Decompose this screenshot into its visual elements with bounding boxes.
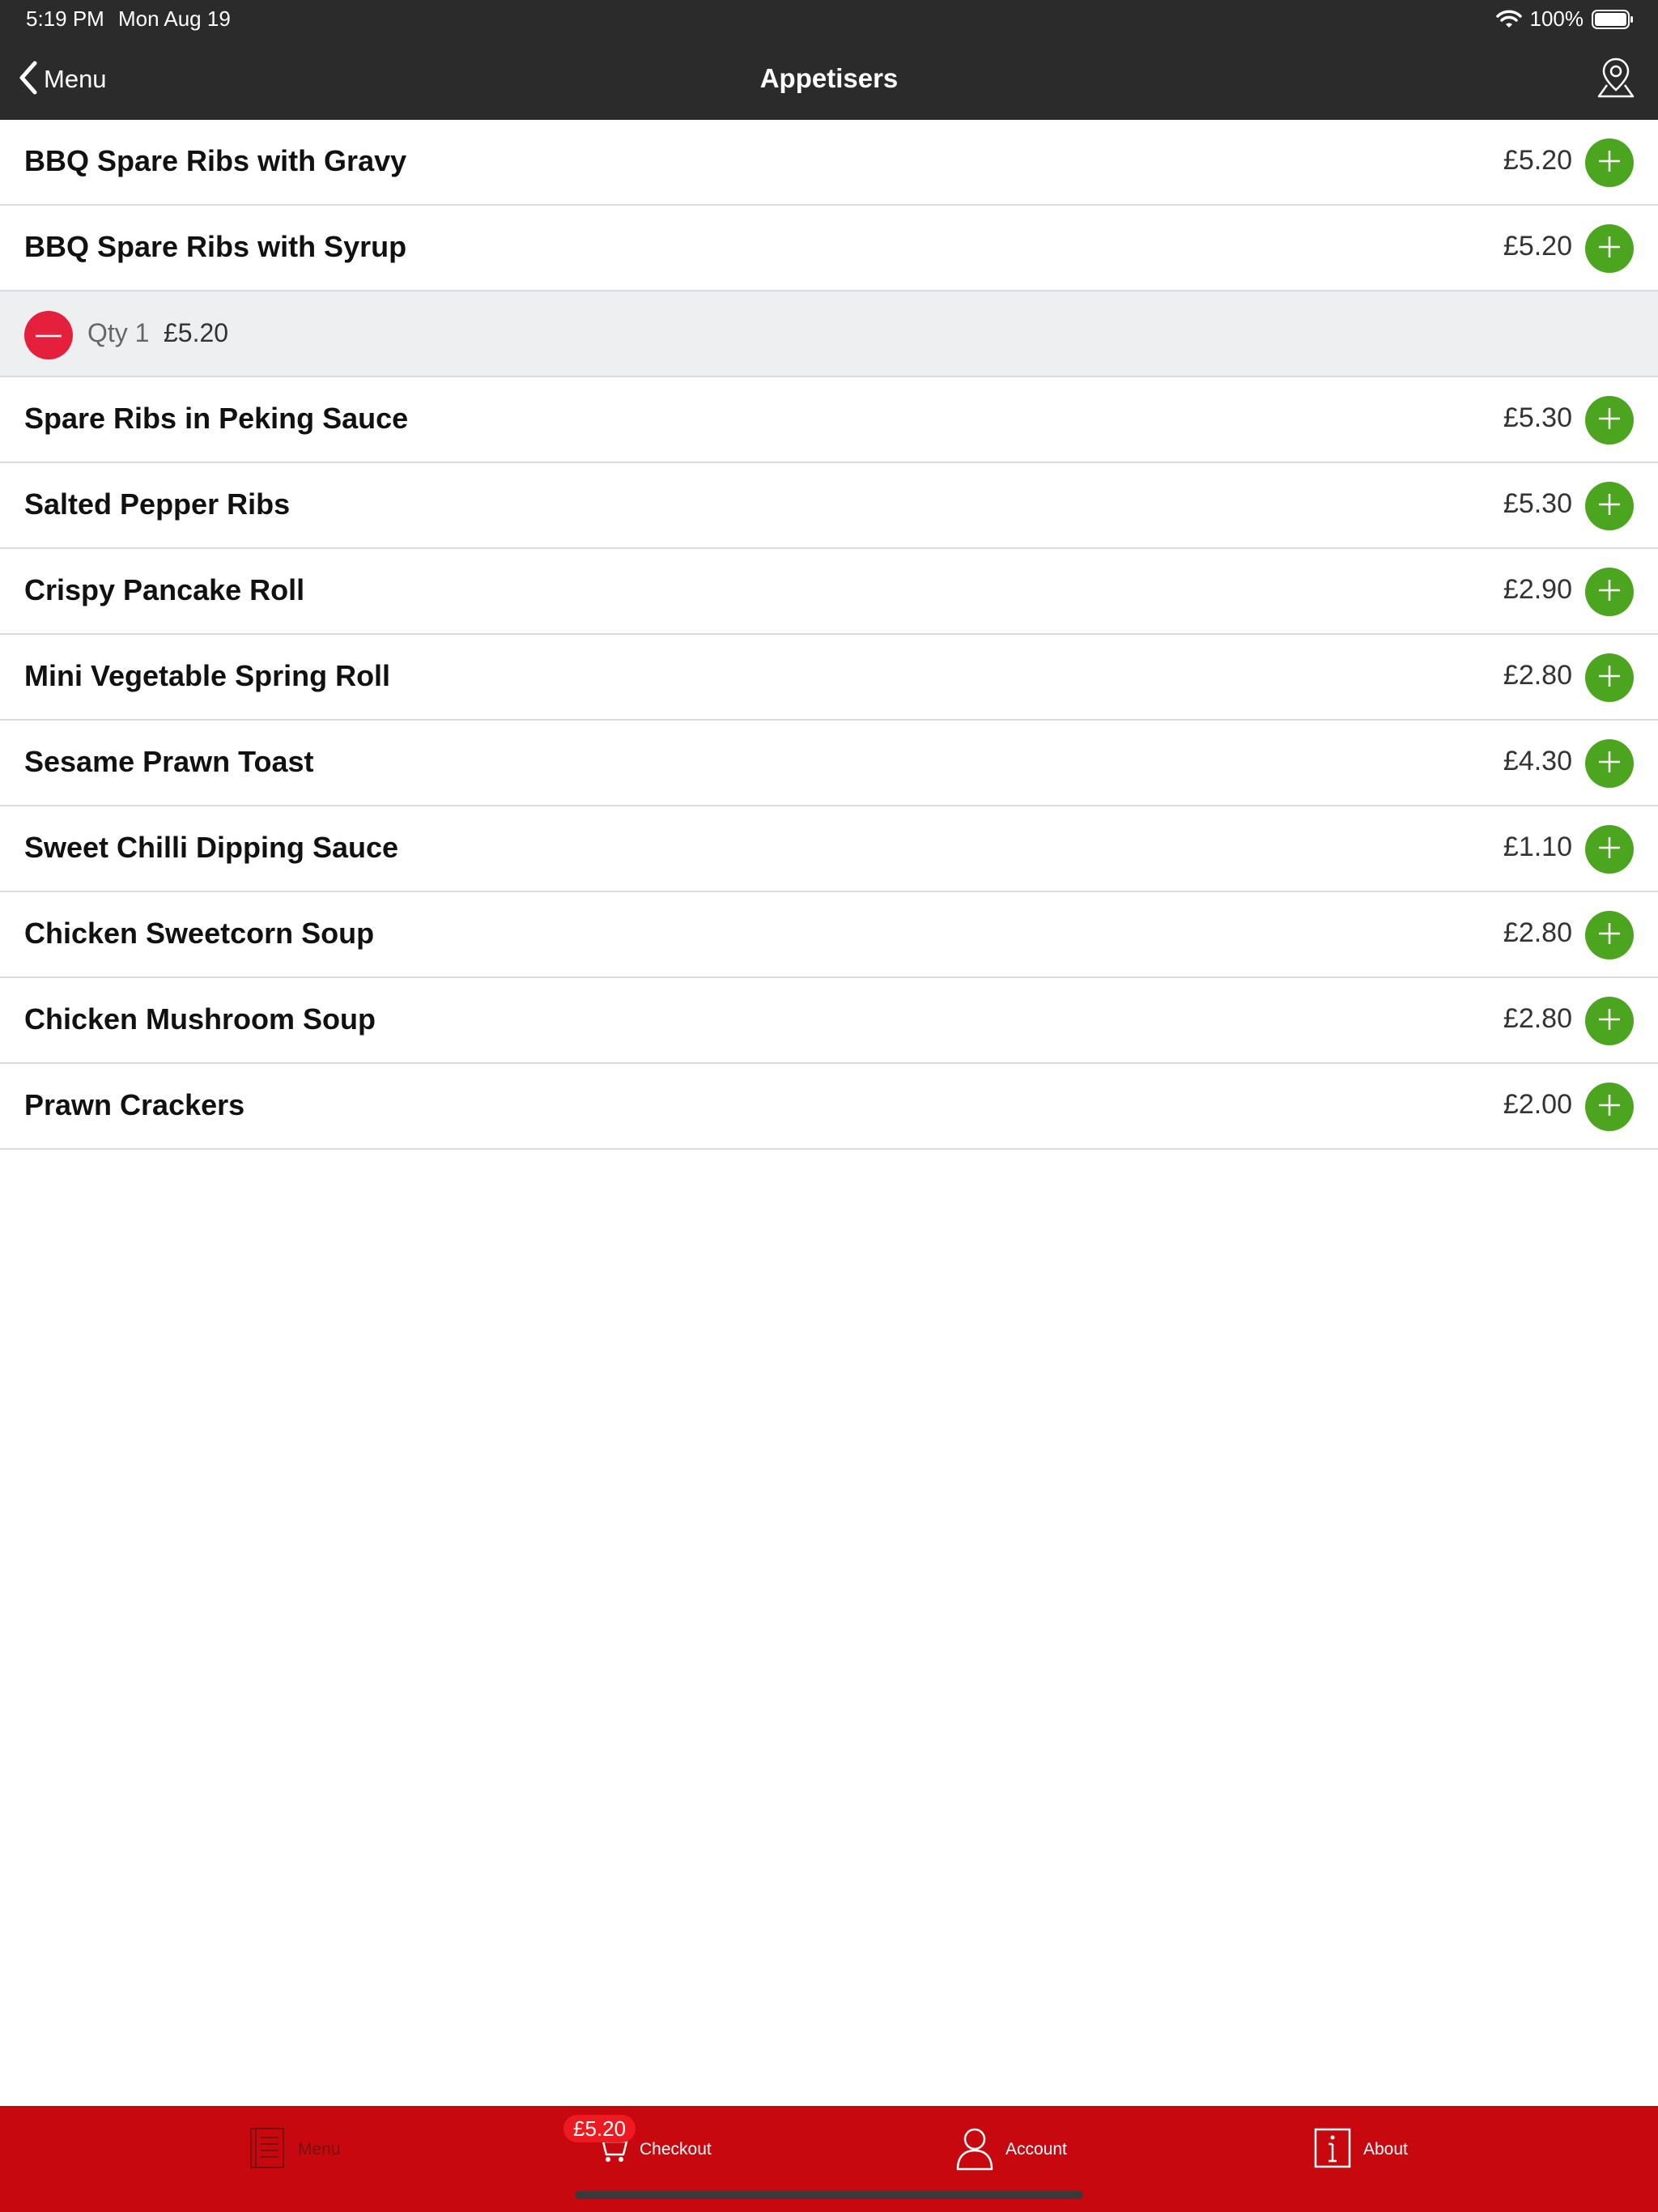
plus-icon: [1597, 921, 1622, 950]
minus-icon: [35, 328, 62, 342]
user-icon: [955, 2125, 994, 2175]
home-indicator: [575, 2191, 1083, 2199]
menu-item-row[interactable]: [0, 892, 1658, 978]
add-item-button[interactable]: [1585, 653, 1634, 702]
add-item-button[interactable]: [1585, 396, 1634, 445]
status-bar: [0, 0, 1658, 39]
plus-icon: [1597, 578, 1622, 606]
tab-checkout-label: Checkout: [640, 2140, 712, 2159]
info-icon: [1313, 2127, 1352, 2173]
menu-item-row[interactable]: [0, 635, 1658, 721]
plus-icon: [1597, 664, 1622, 692]
item-name: Sweet Chilli Dipping Sauce: [24, 831, 399, 864]
back-label: Menu: [44, 65, 107, 93]
menu-item-row[interactable]: [0, 1064, 1658, 1150]
item-price: £5.20: [1503, 231, 1572, 262]
status-date: Mon Aug 19: [118, 6, 231, 31]
item-name: Crispy Pancake Roll: [24, 573, 305, 606]
menu-item-row[interactable]: [0, 806, 1658, 892]
item-name: BBQ Spare Ribs with Gravy: [24, 144, 407, 177]
item-price: £5.30: [1503, 488, 1572, 519]
item-price: £1.10: [1503, 832, 1572, 862]
plus-icon: [1597, 836, 1622, 864]
menu-item-row[interactable]: [0, 463, 1658, 549]
remove-item-button[interactable]: [24, 311, 73, 359]
navigation-bar: [0, 39, 1658, 120]
menu-item-row[interactable]: [0, 549, 1658, 635]
tab-account-label: Account: [1005, 2140, 1067, 2159]
menu-book-icon: [248, 2126, 287, 2174]
item-name: Chicken Mushroom Soup: [24, 1002, 376, 1036]
item-name: Chicken Sweetcorn Soup: [24, 917, 375, 950]
wifi-icon: [1496, 10, 1522, 29]
tab-menu-label: Menu: [298, 2140, 341, 2159]
menu-item-row[interactable]: [0, 721, 1658, 806]
item-price: £4.30: [1503, 746, 1572, 776]
plus-icon: [1597, 406, 1622, 435]
plus-icon: [1597, 1007, 1622, 1036]
plus-icon: [1597, 1093, 1622, 1121]
battery-percent: 100%: [1529, 6, 1584, 31]
add-item-button[interactable]: [1585, 568, 1634, 616]
add-item-button[interactable]: [1585, 911, 1634, 959]
item-name: BBQ Spare Ribs with Syrup: [24, 230, 407, 263]
tab-account[interactable]: [955, 2125, 1067, 2174]
cart-total-badge: £5.20: [563, 2115, 636, 2142]
menu-item-row[interactable]: [0, 206, 1658, 291]
item-name: Sesame Prawn Toast: [24, 745, 314, 778]
tab-about-label: About: [1363, 2140, 1408, 2159]
selected-price: £5.20: [164, 318, 229, 347]
status-indicators: [1496, 6, 1635, 32]
item-price: £2.80: [1503, 917, 1572, 948]
add-item-button[interactable]: [1585, 739, 1634, 788]
item-name: Spare Ribs in Peking Sauce: [24, 402, 409, 435]
map-pin-icon: [1596, 56, 1636, 104]
menu-item-row[interactable]: [0, 978, 1658, 1064]
tab-menu[interactable]: [248, 2125, 341, 2174]
quantity-label: Qty 1: [87, 318, 150, 347]
page-title: Appetisers: [759, 63, 899, 93]
add-item-button[interactable]: [1585, 482, 1634, 530]
add-item-button[interactable]: [1585, 825, 1634, 874]
battery-icon: [1592, 9, 1634, 30]
item-price: £2.80: [1503, 660, 1572, 691]
item-price: £5.30: [1503, 402, 1572, 433]
item-name: Salted Pepper Ribs: [24, 487, 291, 521]
item-price: £2.80: [1503, 1003, 1572, 1034]
menu-item-list: [0, 120, 1658, 1150]
item-price: £5.20: [1503, 145, 1572, 176]
location-button[interactable]: [1592, 55, 1640, 104]
selected-quantity-row: [0, 291, 1658, 377]
plus-icon: [1597, 492, 1622, 521]
plus-icon: [1597, 235, 1622, 263]
item-name: Mini Vegetable Spring Roll: [24, 659, 391, 692]
plus-icon: [1597, 149, 1622, 177]
add-item-button[interactable]: [1585, 997, 1634, 1045]
add-item-button[interactable]: [1585, 1083, 1634, 1131]
item-name: Prawn Crackers: [24, 1088, 245, 1121]
status-time: 5:19 PM: [26, 6, 104, 31]
item-price: £2.00: [1503, 1089, 1572, 1120]
menu-item-row[interactable]: [0, 377, 1658, 463]
item-price: £2.90: [1503, 574, 1572, 605]
add-item-button[interactable]: [1585, 224, 1634, 273]
plus-icon: [1597, 750, 1622, 778]
add-item-button[interactable]: [1585, 138, 1634, 187]
tab-about[interactable]: [1313, 2125, 1408, 2174]
menu-item-row[interactable]: [0, 120, 1658, 206]
